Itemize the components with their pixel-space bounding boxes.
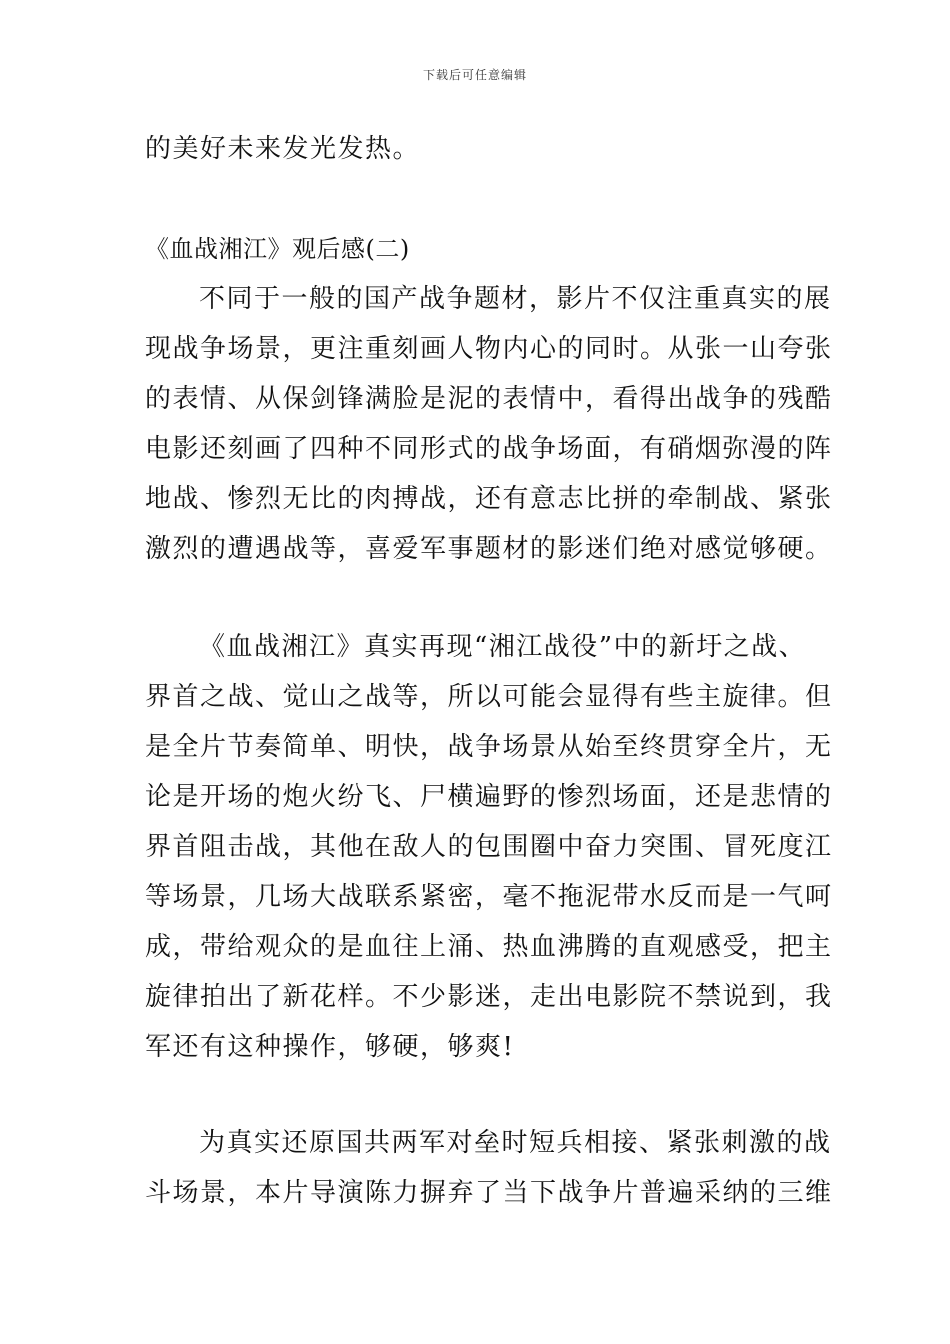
text-line: 现战争场景，更注重刻画人物内心的同时。从张一山夸张 (145, 334, 833, 364)
text-line: 旋律拍出了新花样。不少影迷，走出电影院不禁说到，我 (145, 982, 833, 1012)
paragraph-3 (145, 1118, 833, 1218)
section-title (145, 224, 810, 274)
text-line: 不同于一般的国产战争题材，影片不仅注重真实的展 (199, 284, 832, 314)
text-line: 斗场景，本片导演陈力摒弃了当下战争片普遍采纳的三维 (145, 1178, 833, 1208)
text-line: 的美好未来发光发热。 (145, 134, 421, 164)
text-line: 是全片节奏简单、明快，战争场景从始至终贯穿全片，无 (145, 732, 833, 762)
text-line: 《血战湘江》真实再现“湘江战役”中的新圩之战、 (199, 632, 807, 662)
text-line: 电影还刻画了四种不同形式的战争场面，有硝烟弥漫的阵 (145, 434, 833, 464)
previous-paragraph-tail (145, 124, 810, 174)
text-line: 的表情、从保剑锋满脸是泥的表情中，看得出战争的残酷 (145, 384, 833, 414)
text-line: 为真实还原国共两军对垒时短兵相接、紧张刺激的战 (199, 1128, 832, 1158)
section-title-text: 《血战湘江》观后感(二) (145, 235, 410, 263)
text-line: 激烈的遭遇战等，喜爱军事题材的影迷们绝对感觉够硬。 (145, 534, 833, 564)
text-line: 界首阻击战，其他在敌人的包围圈中奋力突围、冒死度江 (145, 832, 833, 862)
paragraph-1 (145, 274, 833, 574)
text-line: 成，带给观众的是血往上涌、热血沸腾的直观感受，把主 (145, 932, 833, 962)
text-line: 军还有这种操作，够硬，够爽! (145, 1032, 515, 1062)
text-line: 论是开场的炮火纷飞、尸横遍野的惨烈场面，还是悲情的 (145, 782, 833, 812)
text-line: 界首之战、觉山之战等，所以可能会显得有些主旋律。但 (145, 682, 833, 712)
text-line: 等场景，几场大战联系紧密，毫不拖泥带水反而是一气呵 (145, 882, 833, 912)
page-header: 下载后可任意编辑 (422, 68, 527, 82)
text-line: 地战、惨烈无比的肉搏战，还有意志比拼的牵制战、紧张 (145, 484, 833, 514)
paragraph-2 (145, 622, 833, 1072)
